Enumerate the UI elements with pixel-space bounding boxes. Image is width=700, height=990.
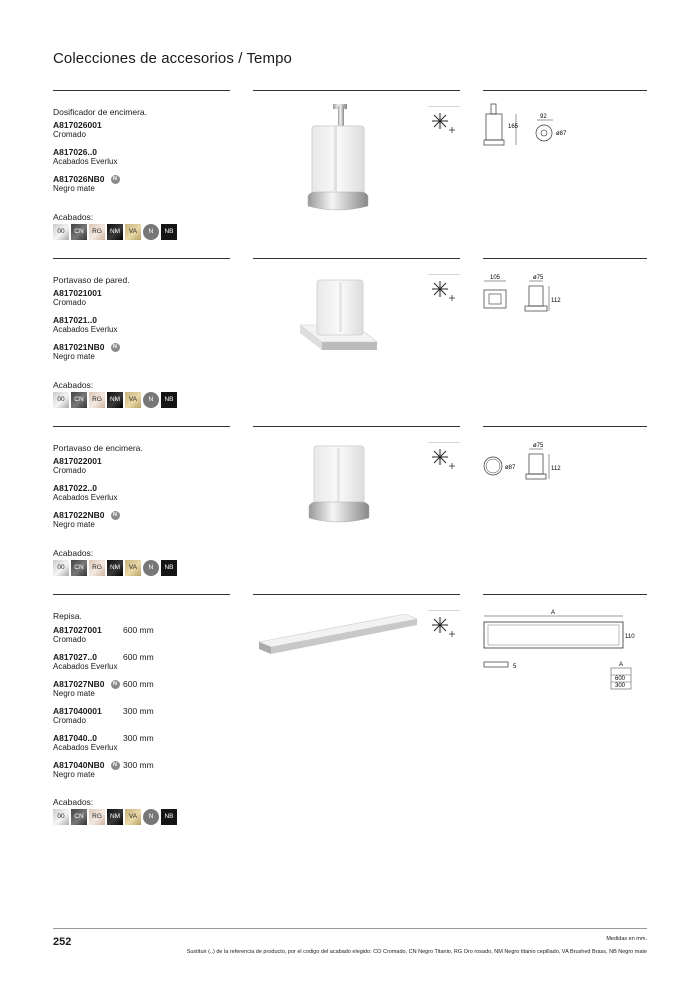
divider (53, 426, 230, 427)
swatch-n: N (143, 809, 159, 825)
product-description: Portavaso de pared. (53, 275, 130, 285)
product-finish: Acabados Everlux (53, 662, 118, 671)
finish-badge: N (111, 680, 120, 689)
swatch-cn: CN (71, 392, 87, 408)
divider (253, 258, 460, 259)
product-code: A817026001 (53, 120, 102, 130)
product-code: A817021001 (53, 288, 102, 298)
product-finish: Negro mate (53, 770, 95, 779)
swatch-00: 00 (53, 392, 69, 408)
dim-height: 112 (551, 298, 561, 304)
product-finish: Cromado (53, 466, 86, 475)
swatch-rg: RG (89, 809, 105, 825)
product-finish: Cromado (53, 130, 86, 139)
product-size: 600 mm (123, 679, 154, 689)
swatch-nm: NM (107, 809, 123, 825)
swatch-rg: RG (89, 392, 105, 408)
swatch-nm: NM (107, 224, 123, 240)
finish-badge: N (111, 343, 120, 352)
product-finish: Acabados Everlux (53, 157, 118, 166)
page-title: Colecciones de accesorios / Tempo (53, 50, 292, 67)
divider (483, 426, 647, 427)
size-table-header: A (619, 662, 624, 668)
product-finish: Acabados Everlux (53, 493, 118, 502)
swatch-nb: NB (161, 560, 177, 576)
finish-swatches (53, 560, 177, 576)
finishes-label: Acabados: (53, 212, 94, 222)
dim-a: A (551, 610, 556, 616)
product-finish: Cromado (53, 298, 86, 307)
finish-badge: N (111, 761, 120, 770)
product-code: A817026..0 (53, 147, 97, 157)
sparkle-icon (428, 274, 460, 304)
swatch-cn: CN (71, 224, 87, 240)
product-description: Portavaso de encimera. (53, 443, 143, 453)
dim-width: 92 (540, 114, 547, 120)
code-text: A817040NB0 (53, 760, 105, 770)
swatch-cn: CN (71, 560, 87, 576)
swatch-cn: CN (71, 809, 87, 825)
sparkle-icon (428, 106, 460, 136)
product-finish: Acabados Everlux (53, 743, 118, 752)
finishes-label: Acabados: (53, 548, 94, 558)
divider (253, 594, 460, 595)
product-finish: Cromado (53, 716, 86, 725)
size-table-600: 600 (615, 676, 626, 682)
sparkle-icon (428, 610, 460, 640)
divider (483, 594, 647, 595)
divider (53, 90, 230, 91)
swatch-nb: NB (161, 224, 177, 240)
swatch-n: N (143, 392, 159, 408)
page-number: 252 (53, 936, 72, 948)
product-finish: Negro mate (53, 520, 95, 529)
product-size: 600 mm (123, 652, 154, 662)
code-text: A817026NB0 (53, 174, 105, 184)
swatch-00: 00 (53, 560, 69, 576)
swatch-n: N (143, 560, 159, 576)
swatch-nb: NB (161, 392, 177, 408)
product-code (53, 760, 120, 770)
product-code: A817040..0 (53, 733, 97, 743)
finish-swatches (53, 809, 177, 825)
swatch-va: VA (125, 560, 141, 576)
swatch-n: N (143, 224, 159, 240)
product-code: A817027..0 (53, 652, 97, 662)
product-code (53, 174, 120, 184)
finish-swatches (53, 392, 177, 408)
product-finish: Negro mate (53, 352, 95, 361)
product-code: A817027001 (53, 625, 102, 635)
finishes-label: Acabados: (53, 797, 94, 807)
product-size: 300 mm (123, 760, 154, 770)
finish-code-note: Sustituir (..) de la referencia de producto, por el codigo del acabado elegido: CO Cromado, CN Negro Titanio, RG Oro rosado, NM Negro titanio cepillado, VA Brushed Brass, NB Negro mate (186, 949, 647, 955)
finish-badge: N (111, 175, 120, 184)
sparkle-icon (428, 442, 460, 472)
divider (53, 258, 230, 259)
product-size: 300 mm (123, 733, 154, 743)
technical-drawing (483, 608, 647, 690)
swatch-rg: RG (89, 224, 105, 240)
dim-height: 112 (551, 466, 561, 472)
product-description: Dosificador de encimera. (53, 107, 148, 117)
dim-width: 105 (490, 275, 501, 281)
product-finish: Acabados Everlux (53, 325, 118, 334)
product-code (53, 342, 120, 352)
code-text: A817021NB0 (53, 342, 105, 352)
product-size: 300 mm (123, 706, 154, 716)
swatch-rg: RG (89, 560, 105, 576)
swatch-nb: NB (161, 809, 177, 825)
divider (483, 90, 647, 91)
product-code (53, 679, 120, 689)
technical-drawing (483, 272, 573, 322)
swatch-00: 00 (53, 809, 69, 825)
dim-diameter: ø87 (556, 131, 567, 137)
code-text: A817022NB0 (53, 510, 105, 520)
divider (483, 258, 647, 259)
dim-diameter: ø75 (533, 443, 544, 449)
code-text: A817027NB0 (53, 679, 105, 689)
dim-height: 165 (508, 124, 519, 130)
product-code: A817022..0 (53, 483, 97, 493)
divider (53, 594, 230, 595)
finish-swatches (53, 224, 177, 240)
divider (253, 426, 460, 427)
product-description: Repisa. (53, 611, 82, 621)
product-code (53, 510, 120, 520)
size-table-300: 300 (615, 683, 626, 689)
product-finish: Cromado (53, 635, 86, 644)
product-code: A817040001 (53, 706, 102, 716)
swatch-nm: NM (107, 560, 123, 576)
product-finish: Negro mate (53, 184, 95, 193)
divider (253, 90, 460, 91)
finishes-label: Acabados: (53, 380, 94, 390)
dim-diameter-base: ø87 (505, 465, 516, 471)
product-code: A817021..0 (53, 315, 97, 325)
dim-thickness: 5 (513, 664, 517, 670)
footer-divider (53, 928, 647, 929)
product-size: 600 mm (123, 625, 154, 635)
technical-drawing (483, 100, 573, 155)
swatch-00: 00 (53, 224, 69, 240)
dim-depth: 110 (625, 634, 635, 640)
measure-note: Medidas en mm. (606, 936, 647, 942)
product-code: A817022001 (53, 456, 102, 466)
swatch-nm: NM (107, 392, 123, 408)
swatch-va: VA (125, 224, 141, 240)
product-finish: Negro mate (53, 689, 95, 698)
technical-drawing (483, 440, 573, 490)
swatch-va: VA (125, 392, 141, 408)
finish-badge: N (111, 511, 120, 520)
swatch-va: VA (125, 809, 141, 825)
dim-diameter: ø75 (533, 275, 544, 281)
